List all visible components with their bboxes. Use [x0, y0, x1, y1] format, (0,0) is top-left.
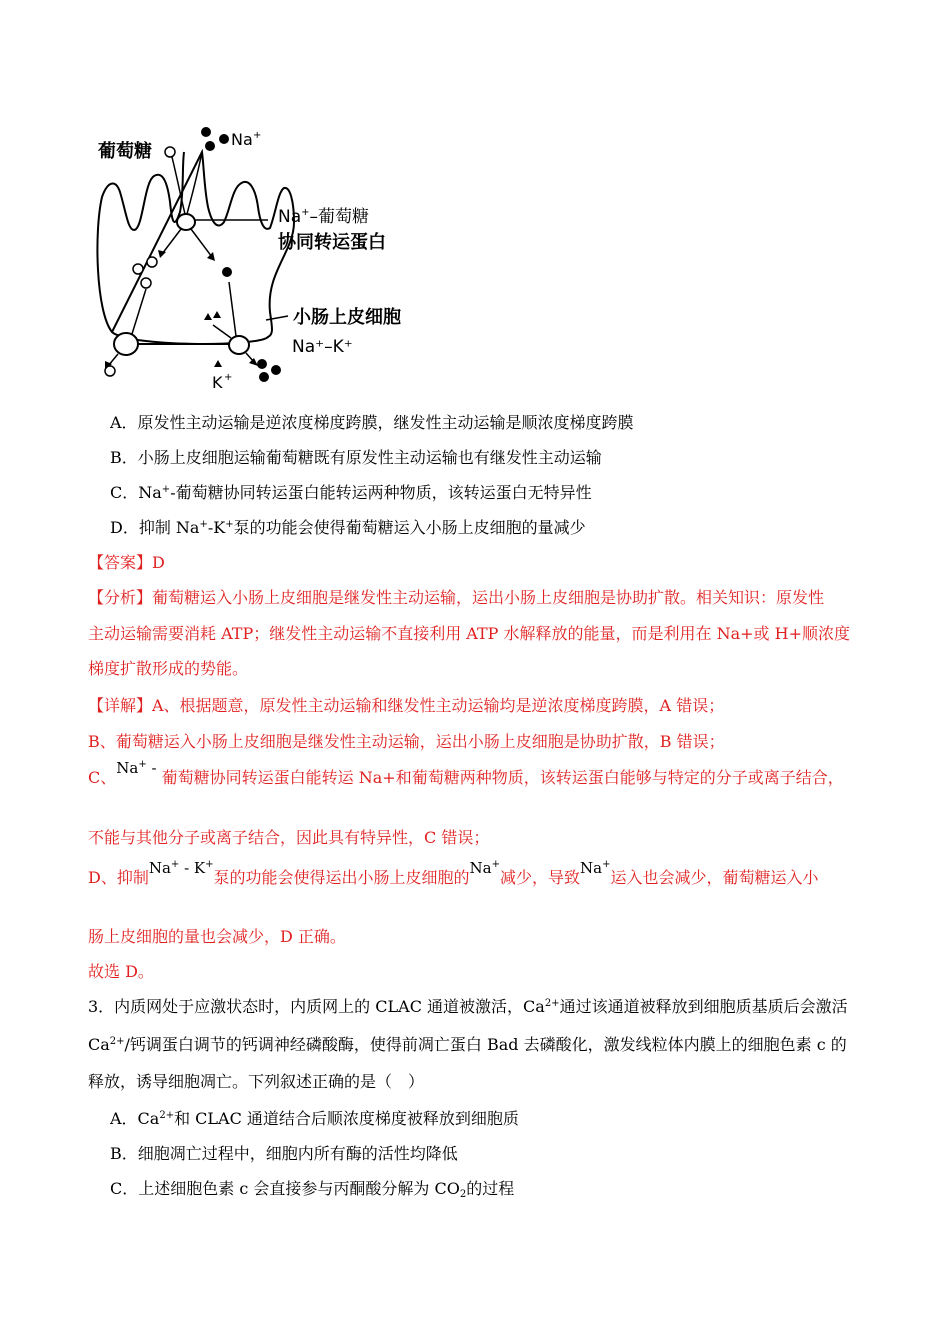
k-ion: [214, 360, 222, 367]
detail-line-6: 肠上皮细胞的量也会减少，D 正确。: [88, 927, 346, 946]
answer-line: 【答案】D: [88, 553, 165, 572]
na-ion: [205, 141, 215, 151]
label-na-plus: +: [253, 130, 262, 141]
na-ion: [219, 134, 229, 144]
glucose-molecule: [141, 278, 151, 288]
conclusion: 故选 D。: [88, 962, 154, 981]
na-out-arrowhead: [207, 252, 215, 261]
label-glucose: 葡萄糖: [98, 141, 152, 162]
q3-option-a: A．$Ca^{2+}$和 CLAC 通道结合后顺浓度梯度被释放到细胞质: [110, 1109, 519, 1128]
cotransport-diagram: [88, 112, 438, 397]
option-d: D．抑制 Na+-K+泵的功能会使得葡萄糖运入小肠上皮细胞的量减少: [110, 518, 586, 537]
label-k-sup: +: [224, 372, 233, 383]
glucose-molecule: [165, 147, 175, 157]
detail-line-2: B、葡萄糖运入小肠上皮细胞是继发性主动运输，运出小肠上皮细胞是协助扩散，B 错误；: [88, 732, 725, 751]
glucose-carrier: [114, 333, 138, 355]
na-k-pump: [229, 336, 249, 354]
k-ion: [213, 311, 221, 318]
label-pump: Na⁺–K⁺: [292, 337, 353, 357]
cotransporter-protein: [177, 214, 195, 230]
na-ion: [201, 127, 211, 137]
na-in-arrow: [187, 152, 202, 214]
q3-stem-line-1: 3．内质网处于应激状态时，内质网上的 CLAC 通道被激活，$Ca^{2+}$通过该通道被释放到细胞质基质后会激活: [88, 997, 848, 1016]
glucose-molecule: [133, 264, 143, 274]
na-exit-arrowhead: [249, 358, 258, 366]
q3-stem-line-3: 释放，诱导细胞凋亡。下列叙述正确的是（ ）: [88, 1072, 425, 1091]
k-ion: [204, 313, 212, 320]
glucose-molecule: [147, 257, 157, 267]
detail-line-5: D、抑制Na+ - K+泵的功能会使得运出小肠上皮细胞的Na+减少，导致Na+运入也会减少，葡萄糖运入小: [88, 859, 819, 887]
cell-leader: [266, 316, 288, 320]
k-into-pump: [213, 325, 231, 338]
label-cotransporter-line1: Na+–葡萄糖: [278, 207, 370, 227]
na-ion: [222, 267, 232, 277]
glucose-out-arrow: [162, 229, 181, 254]
analysis-line-2: 主动运输需要消耗 ATP；继发性主动运输不直接利用 ATP 水解释放的能量，而是利用在 Na+或 H+顺浓度: [88, 624, 850, 643]
option-a: A．原发性主动运输是逆浓度梯度跨膜，继发性主动运输是顺浓度梯度跨膜: [110, 413, 634, 432]
q3-option-c: C．上述细胞色素 c 会直接参与丙酮酸分解为 $CO_2$的过程: [110, 1179, 515, 1200]
na-out-arrow: [191, 229, 212, 257]
na-ion: [257, 359, 267, 369]
option-c: C．Na+-葡萄糖协同转运蛋白能转运两种物质，该转运蛋白无特异性: [110, 483, 592, 502]
q3-option-b: B．细胞凋亡过程中，细胞内所有酶的活性均降低: [110, 1144, 458, 1163]
label-na: Na: [231, 130, 253, 149]
detail-line-4: 不能与其他分子或离子结合，因此具有特异性，C 错误；: [88, 828, 490, 847]
na-ion: [259, 372, 269, 382]
glucose-molecule: [105, 366, 115, 376]
glucose-to-carrier: [132, 289, 146, 334]
analysis-line-3: 梯度扩散形成的势能。: [88, 659, 249, 678]
detail-line-3: C、Na+ - 葡萄糖协同转运蛋白能转运 Na+和葡萄糖两种物质，该转运蛋白能够与特定的分子或离子结合，: [88, 759, 844, 787]
label-cell: 小肠上皮细胞: [293, 307, 401, 328]
detail-line-1: 【详解】A、根据题意，原发性主动运输和继发性主动运输均是逆浓度梯度跨膜，A 错误；: [88, 696, 725, 715]
na-to-pump: [229, 282, 236, 336]
q3-stem-line-2: $Ca^{2+}/$钙调蛋白调节的钙调神经磷酸酶，使得前凋亡蛋白 Bad 去磷酸化，激发线粒体内膜上的细胞色素 c 的: [88, 1035, 847, 1054]
na-ion: [271, 365, 281, 375]
analysis-line-1: 【分析】葡萄糖运入小肠上皮细胞是继发性主动运输，运出小肠上皮细胞是协助扩散。相关知识：原发性: [88, 588, 825, 607]
label-k: K: [212, 373, 223, 392]
option-b: B．小肠上皮细胞运输葡萄糖既有原发性主动运输也有继发性主动运输: [110, 448, 602, 467]
label-cotransporter-line2: 协同转运蛋白: [278, 232, 386, 253]
